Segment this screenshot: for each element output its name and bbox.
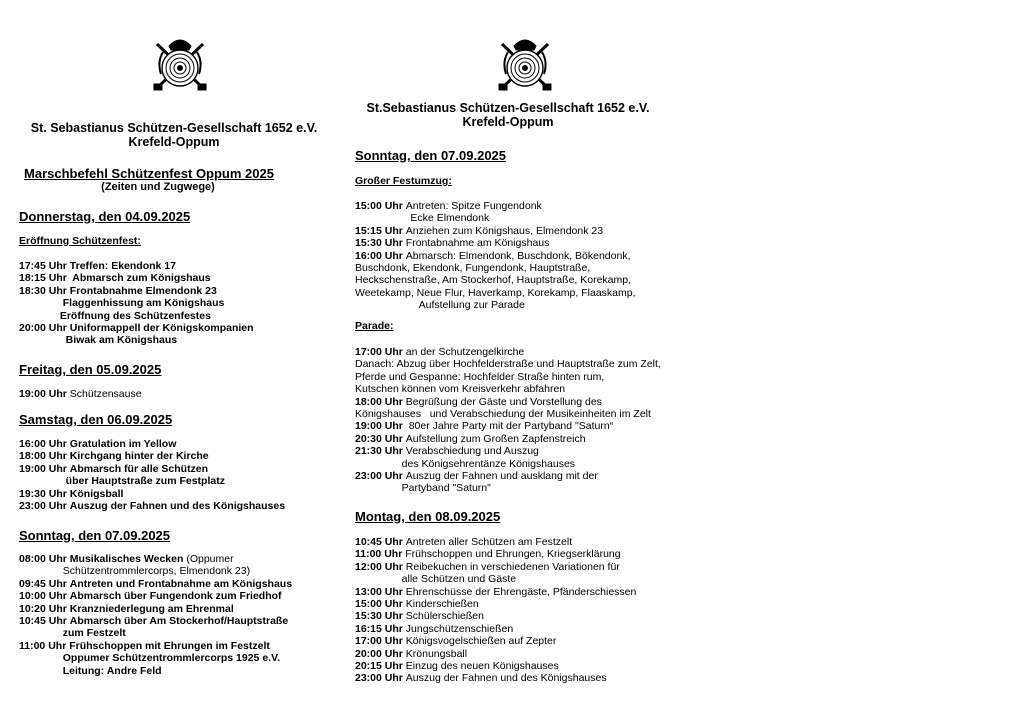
section-subhead: Eröffnung Schützenfest: [19,235,141,247]
schedule-list [19,388,142,400]
schedule-line [19,322,254,334]
schedule-line [355,548,636,560]
schedule-continuation: über Hauptstraße zum Festplatz [19,475,225,488]
club-name [19,121,329,149]
schedule-line [355,635,636,647]
schedule-continuation: Kutschen können vom Kreisverkehr abfahren [355,383,566,396]
schedule-line [355,433,661,445]
schedule-continuation: Buschdonk, Ekendonk, Fungendonk, Hauptstraße, [355,262,591,275]
schedule-line [355,573,636,585]
schedule-line [355,672,636,684]
schedule-line [355,371,661,383]
schedule-line [355,346,661,358]
club-name-line: St.Sebastianus Schützen-Gesellschaft 1652 e.V. [366,101,650,115]
schedule-continuation: Leitung: Andre Feld [19,664,162,677]
schedule-line [19,272,254,284]
schedule-time: 15:00 Uhr [355,598,406,611]
schedule-text: 80er Jahre Party mit der Partyband "Saturn“ [405,420,614,433]
schedule-text: Königsvogelschießen auf Zepter [405,635,557,648]
schedule-time: 16:00 Uhr [355,249,406,262]
schedule-line [355,287,636,299]
schedule-time: 12:00 Uhr [355,560,406,573]
schedule-time: 10:20 Uhr [19,602,70,615]
schedule-time: 17:00 Uhr [355,346,406,358]
schedule-time: 18:15 Uhr [19,272,70,285]
schedule-time: 10:45 Uhr [19,615,70,628]
schedule-time: 18:00 Uhr [19,450,70,463]
day-heading-sunday: Sonntag, den 07.09.2025 [355,148,507,163]
day-heading-thursday: Donnerstag, den 04.09.2025 [19,209,191,224]
schedule-time: 10:45 Uhr [355,536,406,548]
schedule-text: Frontabnahme Elmendonk 23 [69,284,217,297]
schedule-text: Verabschiedung und Auszug [405,445,539,458]
schedule-line [355,586,636,598]
schedule-time: 16:15 Uhr [355,622,406,635]
schedule-time: 17:45 Uhr [19,260,70,272]
schedule-continuation: Eröffnung des Schützenfestes [19,309,211,322]
schedule-line [19,553,292,565]
day-heading-friday: Freitag, den 05.09.2025 [19,362,162,377]
schedule-list [19,438,285,512]
schedule-text: Jungschützenschießen [405,622,514,635]
schedule-continuation: Königshauses und Verabschiedung der Musikeinheiten im Zelt [355,408,651,421]
schedule-continuation: des Königsehrentänze Königshauses [355,457,576,470]
schedule-continuation: Oppumer Schützentrommlercorps 1925 e.V. [19,652,281,665]
schedule-time: 23:00 Uhr [19,500,70,513]
section-subhead: Parade: [355,320,394,332]
schedule-continuation: Danach: Abzug über Hochfelderstraße und Hauptstraße zum Zelt, [355,358,661,371]
schedule-text: Anziehen zum Königshaus, Elmendonk 23 [405,224,604,237]
schedule-line [355,458,661,470]
schedule-time: 20:00 Uhr [19,322,70,335]
schedule-text: Frühschoppen mit Ehrungen im Festzelt [69,639,270,652]
club-location: Krefeld-Oppum [128,135,220,149]
schedule-text: Auszug der Fahnen und des Königshauses [69,500,286,513]
schedule-continuation: Partyband "Saturn" [355,482,491,495]
schedule-line [19,652,292,664]
schedule-time: 15:15 Uhr [355,224,406,237]
page-title: Marschbefehl Schützenfest Oppum 2025 [24,166,274,181]
schedule-line [19,334,254,346]
schedule-text: Abmarsch: Elmendonk, Buschdonk, Bökendonk, [405,249,631,262]
schedule-continuation: zum Festzelt [19,627,126,640]
schedule-continuation: Aufstellung zur Parade [355,299,525,312]
schedule-line [19,450,285,462]
club-emblem-icon [149,32,211,94]
schedule-line [355,610,636,622]
schedule-time: 18:00 Uhr [355,395,406,408]
schedule-continuation: Pferde und Gespanne: Hochfelder Straße hinten rum, [355,370,605,383]
schedule-line [355,396,661,408]
schedule-text: Einzug des neuen Königshauses [405,660,559,673]
schedule-text: Abmarsch für alle Schützen [69,462,209,475]
schedule-time: 13:00 Uhr [355,585,406,598]
schedule-time: 20:30 Uhr [355,432,406,445]
schedule-text: Gratulation im Yellow [69,438,177,450]
schedule-line [355,420,661,432]
schedule-text: Königsball [69,487,124,500]
schedule-text: Frontabnahme am Königshaus [405,237,550,250]
club-name [355,101,661,129]
schedule-list [355,536,636,685]
schedule-line [19,285,254,297]
schedule-text: Antreten: Spitze Fungendonk [405,200,542,212]
schedule-line [19,665,292,677]
schedule-line [355,470,661,482]
schedule-text: Schützensause [69,388,142,400]
schedule-line [355,358,661,370]
schedule-text: Ehrenschüsse der Ehrengäste, Pfänderschiessen [405,585,637,598]
day-heading-saturday: Samstag, den 06.09.2025 [19,412,173,427]
schedule-line [19,640,292,652]
schedule-text: Antreten und Frontabnahme am Königshaus [69,577,293,590]
schedule-line [355,660,636,672]
schedule-continuation: Biwak am Königshaus [19,334,178,347]
schedule-text: Auszug der Fahnen und ausklang mit der [405,470,598,483]
schedule-time: 19:00 Uhr [19,462,70,475]
schedule-continuation: Heckschenstraße, Am Stockerhof, Hauptstraße, Korekamp, [355,274,632,287]
schedule-line [19,590,292,602]
schedule-list [355,346,661,495]
schedule-line [355,482,661,494]
section-subhead: Großer Festumzug: [355,175,452,187]
schedule-time: 10:00 Uhr [19,590,70,603]
schedule-line [355,250,636,262]
schedule-text: Begrüßung der Gäste und Vorstellung des [405,395,602,408]
schedule-time: 11:00 Uhr [355,548,406,561]
schedule-line [355,299,636,311]
schedule-line [355,598,636,610]
schedule-line [19,463,285,475]
schedule-text: Abmarsch zum Königshaus [69,272,211,285]
schedule-list [19,260,254,347]
schedule-continuation: Ecke Elmendonk [355,212,490,225]
schedule-time: 15:30 Uhr [355,610,406,623]
schedule-text: Auszug der Fahnen und des Königshauses [405,672,607,685]
schedule-text: Antreten aller Schützen am Festzelt [405,536,573,548]
schedule-time: 21:30 Uhr [355,445,406,458]
schedule-line [19,578,292,590]
schedule-text: Kranzniederlegung am Ehrenmal [69,602,234,615]
schedule-continuation: alle Schützen und Gäste [355,573,517,586]
schedule-continuation: Flaggenhissung am Königshaus [19,297,225,310]
schedule-time: 11:00 Uhr [19,639,70,652]
schedule-time: 20:00 Uhr [355,647,406,660]
schedule-time: 18:30 Uhr [19,284,70,297]
schedule-text: Schülerschießen [405,610,484,623]
schedule-line [355,383,661,395]
schedule-text: Treffen: Ekendonk 17 [69,260,176,272]
schedule-line [355,225,636,237]
club-emblem-icon [494,32,556,94]
club-name-line: St. Sebastianus Schützen-Gesellschaft 1652 e.V. [30,121,318,135]
schedule-text: Uniformappell der Königskompanien [69,322,254,335]
schedule-time: 19:00 Uhr [19,388,70,400]
schedule-line [19,500,285,512]
schedule-line [355,200,636,212]
schedule-text: Musikalisches Wecken [69,553,184,565]
schedule-line [19,388,142,400]
schedule-text: Krönungsball [405,647,468,660]
schedule-line [355,408,661,420]
schedule-time: 19:00 Uhr [355,420,406,433]
schedule-text: an der Schutzengelkirche [405,346,525,358]
schedule-text: Reibekuchen in verschiedenen Variationen für [405,560,620,573]
day-heading-sunday: Sonntag, den 07.09.2025 [19,528,171,543]
schedule-time: 08:00 Uhr [19,553,70,565]
schedule-continuation: Schützentrommlercorps, Elmendonk 23) [19,565,251,578]
schedule-line [19,297,254,309]
schedule-line [355,212,636,224]
schedule-line [19,615,292,627]
schedule-line [19,310,254,322]
schedule-line [355,561,636,573]
schedule-line [355,262,636,274]
schedule-line [19,627,292,639]
schedule-text: Aufstellung zum Großen Zapfenstreich [405,432,586,445]
schedule-time: 23:00 Uhr [355,470,406,483]
schedule-time: 17:00 Uhr [355,635,406,648]
schedule-line [355,445,661,457]
schedule-time: 20:15 Uhr [355,660,406,673]
schedule-line [19,438,285,450]
schedule-line [19,565,292,577]
schedule-continuation: Weetekamp, Neue Flur, Haverkamp, Korekamp, Flaaskamp, [355,286,636,299]
schedule-time: 15:30 Uhr [355,237,406,250]
schedule-line [19,475,285,487]
page-subtitle: (Zeiten und Zugwege) [101,181,215,193]
schedule-line [355,237,636,249]
schedule-line [19,603,292,615]
schedule-line [355,648,636,660]
schedule-list [19,553,292,677]
schedule-list [355,200,636,312]
schedule-text: Kirchgang hinter der Kirche [69,450,209,463]
club-location: Krefeld-Oppum [462,115,554,129]
schedule-line [355,536,636,548]
schedule-text: Abmarsch über Fungendonk zum Friedhof [69,590,282,603]
schedule-line [355,274,636,286]
schedule-time: 19:30 Uhr [19,487,70,500]
schedule-time: 16:00 Uhr [19,438,70,450]
schedule-text: Kinderschießen [405,598,479,611]
schedule-time: 23:00 Uhr [355,672,406,685]
schedule-line [355,623,636,635]
schedule-note: (Oppumer [183,553,234,565]
schedule-time: 09:45 Uhr [19,577,70,590]
schedule-time: 15:00 Uhr [355,200,406,212]
schedule-line [19,488,285,500]
day-heading-monday: Montag, den 08.09.2025 [355,509,501,524]
schedule-line [19,260,254,272]
schedule-text: Frühschoppen und Ehrungen, Kriegserklärung [405,548,621,561]
schedule-text: Abmarsch über Am Stockerhof/Hauptstraße [69,615,289,628]
